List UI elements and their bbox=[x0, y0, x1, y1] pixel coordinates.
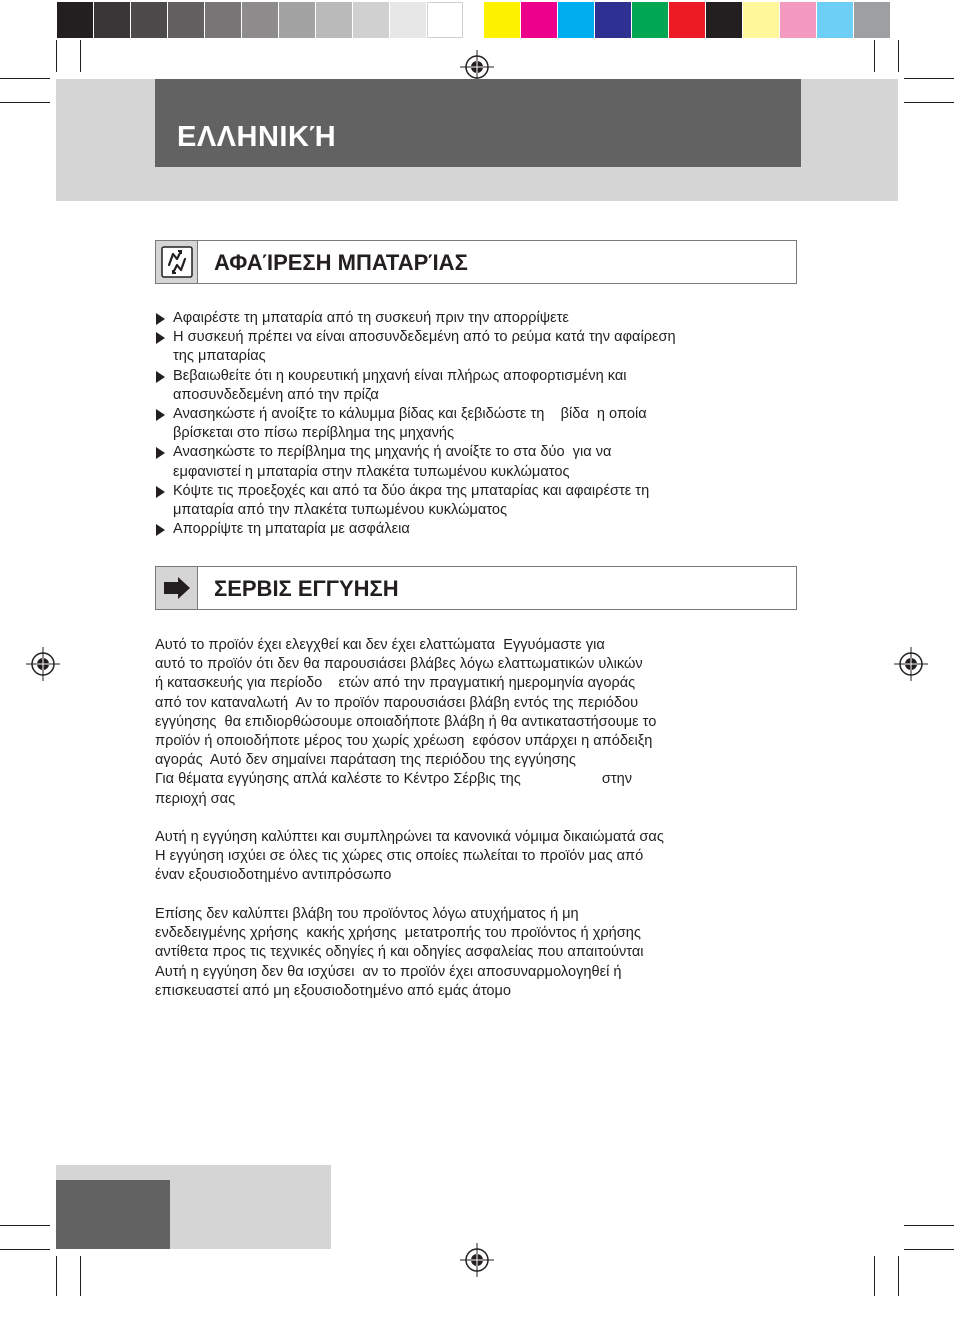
bullet-arrow-icon bbox=[156, 447, 165, 459]
gray-swatch bbox=[205, 2, 241, 38]
gray-swatch bbox=[427, 2, 463, 38]
list-item bbox=[155, 520, 795, 539]
paragraph-line: Αυτή η εγγύηση δεν θα ισχύσει αν το προϊόν έχει αποσυναρμολογηθεί ή bbox=[155, 963, 622, 980]
paragraph-line: επισκευαστεί από μη εξουσιοδοτημένο από εμάς άτομο bbox=[155, 982, 512, 999]
paragraph-line: αυτό το προϊόν ότι δεν θα παρουσιάσει βλάβες λόγω ελαττωματικών υλικών bbox=[155, 656, 643, 673]
service-section-title: ΣΕΡΒΙΣ ΕΓΓΥΗΣΗ bbox=[214, 576, 399, 601]
gray-swatch bbox=[168, 2, 204, 38]
gray-swatch bbox=[242, 2, 278, 38]
color-swatch bbox=[595, 2, 631, 38]
list-item-line: βρίσκεται στο πίσω περίβλημα της μηχανής bbox=[173, 425, 455, 442]
bullet-arrow-icon bbox=[156, 409, 165, 421]
warranty-paragraph-2 bbox=[155, 828, 795, 886]
bullet-arrow-icon bbox=[156, 371, 165, 383]
recycle-battery-icon bbox=[156, 241, 198, 283]
gray-swatch bbox=[316, 2, 352, 38]
service-section-header bbox=[155, 566, 797, 610]
bullet-arrow-icon bbox=[156, 332, 165, 344]
battery-instructions-list bbox=[155, 309, 795, 539]
page-title: ΕΛΛΗΝΙΚΉ bbox=[177, 121, 337, 153]
crop-mark bbox=[874, 40, 875, 72]
crop-mark bbox=[0, 102, 50, 103]
list-item bbox=[155, 367, 795, 405]
registration-mark-icon bbox=[894, 647, 928, 681]
paragraph-line: εγγύησης θα επιδιορθώσουμε οποιαδήποτε βλάβη ή θα αντικαταστήσουμε το bbox=[155, 713, 657, 730]
list-item-line: της μπαταρίας bbox=[173, 348, 266, 365]
color-swatch bbox=[521, 2, 557, 38]
list-item-line: Ανασηκώστε ή ανοίξτε το κάλυμμα βίδας και ξεβιδώστε τη βίδα η οποία bbox=[173, 406, 647, 423]
paragraph-line: ή κατασκευής για περίοδο ετών από την πραγματική ημερομηνία αγοράς bbox=[155, 675, 636, 692]
color-swatch bbox=[706, 2, 742, 38]
crop-mark bbox=[0, 1225, 50, 1226]
arrow-right-icon bbox=[156, 567, 198, 609]
paragraph-line: αγοράς Αυτό δεν σημαίνει παράταση της περιόδου της εγγύησης bbox=[155, 752, 576, 769]
list-item-line: Η συσκευή πρέπει να είναι αποσυνδεδεμένη από το ρεύμα κατά την αφαίρεση bbox=[173, 329, 676, 346]
bullet-arrow-icon bbox=[156, 313, 165, 325]
list-item bbox=[155, 405, 795, 443]
list-item-line: Ανασηκώστε το περίβλημα της μηχανής ή ανοίξτε το στα δύο για να bbox=[173, 444, 612, 461]
paragraph-line: Η εγγύηση ισχύει σε όλες τις χώρες στις οποίες πωλείται το προϊόν μας από bbox=[155, 848, 644, 865]
color-swatch bbox=[632, 2, 668, 38]
battery-section-title: ΑΦΑΊΡΕΣΗ ΜΠΑΤΑΡΊΑΣ bbox=[214, 250, 468, 275]
crop-mark bbox=[898, 1256, 899, 1296]
list-item bbox=[155, 328, 795, 366]
color-swatch bbox=[743, 2, 779, 38]
list-item-line: μπαταρία από την πλακέτα τυπωμένου κυκλώματος bbox=[173, 502, 508, 519]
crop-mark bbox=[904, 102, 954, 103]
registration-mark-icon bbox=[460, 1243, 494, 1277]
list-item-line: Απορρίψτε τη μπαταρία με ασφάλεια bbox=[173, 521, 410, 538]
gray-swatch bbox=[57, 2, 93, 38]
bullet-arrow-icon bbox=[156, 524, 165, 536]
paragraph-line: Αυτό το προϊόν έχει ελεγχθεί και δεν έχει ελαττώματα Εγγυόμαστε για bbox=[155, 637, 605, 653]
list-item-line: αποσυνδεδεμένη από την πρίζα bbox=[173, 386, 379, 403]
paragraph-line: αντίθετα προς τις τεχνικές οδηγίες ή και οδηγίες ασφαλείας που απαιτούνται bbox=[155, 944, 644, 961]
paragraph-line: ενδεδειγμένης χρήσης κακής χρήσης μετατροπής του προϊόντος ή χρήσης bbox=[155, 925, 641, 942]
cmyk-color-bar bbox=[484, 2, 891, 38]
paragraph-line: Επίσης δεν καλύπτει βλάβη του προϊόντος λόγω ατυχήματος ή μη bbox=[155, 906, 579, 922]
crop-mark bbox=[0, 1249, 50, 1250]
list-item-line: Βεβαιωθείτε ότι η κουρευτική μηχανή είναι πλήρως αποφορτισμένη και bbox=[173, 367, 627, 384]
crop-mark bbox=[0, 78, 50, 79]
battery-section-header bbox=[155, 240, 797, 284]
crop-mark bbox=[80, 1256, 81, 1296]
list-item bbox=[155, 482, 795, 520]
grayscale-color-bar bbox=[57, 2, 464, 38]
color-swatch bbox=[669, 2, 705, 38]
list-item-line: Κόψτε τις προεξοχές και από τα δύο άκρα της μπαταρίας και αφαιρέστε τη bbox=[173, 482, 650, 499]
bullet-arrow-icon bbox=[156, 486, 165, 498]
list-item bbox=[155, 443, 795, 481]
crop-mark bbox=[56, 1256, 57, 1296]
crop-mark bbox=[898, 40, 899, 72]
paragraph-line: Για θέματα εγγύησης απλά καλέστε το Κέντρο Σέρβις της στην bbox=[155, 771, 633, 788]
gray-swatch bbox=[94, 2, 130, 38]
paragraph-line: προϊόν ή οποιοδήποτε μέρος του χωρίς χρέωση εφόσον υπάρχει η απόδειξη bbox=[155, 733, 653, 750]
color-swatch bbox=[558, 2, 594, 38]
registration-mark-icon bbox=[26, 647, 60, 681]
color-swatch bbox=[780, 2, 816, 38]
color-swatch bbox=[817, 2, 853, 38]
list-item-line: εμφανιστεί η μπαταρία στην πλακέτα τυπωμένου κυκλώματος bbox=[173, 463, 570, 480]
warranty-paragraph-3 bbox=[155, 905, 795, 1001]
list-item-line: Αφαιρέστε τη μπαταρία από τη συσκευή πριν την απορρίψετε bbox=[173, 310, 569, 326]
crop-mark bbox=[904, 1225, 954, 1226]
crop-mark bbox=[904, 1249, 954, 1250]
crop-mark bbox=[874, 1256, 875, 1296]
crop-mark bbox=[56, 40, 57, 72]
warranty-paragraph-1 bbox=[155, 636, 795, 809]
gray-swatch bbox=[353, 2, 389, 38]
color-swatch bbox=[484, 2, 520, 38]
list-item bbox=[155, 309, 795, 328]
gray-swatch bbox=[131, 2, 167, 38]
page-number-box bbox=[56, 1180, 170, 1249]
crop-mark bbox=[904, 78, 954, 79]
paragraph-line: Αυτή η εγγύηση καλύπτει και συμπληρώνει τα κανονικά νόμιμα δικαιώματά σας bbox=[155, 829, 664, 845]
color-swatch bbox=[854, 2, 890, 38]
gray-swatch bbox=[279, 2, 315, 38]
paragraph-line: από τον καταναλωτή Αν το προϊόν παρουσιάσει βλάβη εντός της περιόδου bbox=[155, 694, 639, 711]
paragraph-line: περιοχή σας bbox=[155, 790, 236, 807]
gray-swatch bbox=[390, 2, 426, 38]
crop-mark bbox=[80, 40, 81, 72]
paragraph-line: έναν εξουσιοδοτημένο αντιπρόσωπο bbox=[155, 867, 392, 884]
